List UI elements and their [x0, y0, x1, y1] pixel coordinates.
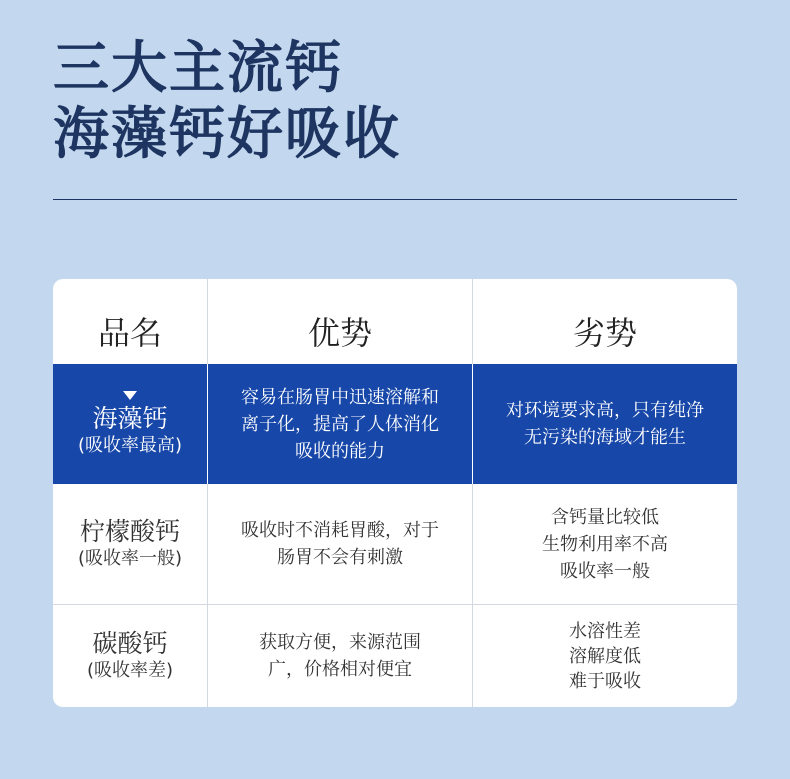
row-name-cell [53, 605, 207, 707]
header-cons: 劣势 [472, 279, 737, 364]
product-name: 柠檬酸钙 [79, 517, 180, 546]
product-name: 碳酸钙 [92, 629, 168, 658]
title-line-1: 三大主流钙 [53, 36, 343, 101]
absorption-note: (吸收率一般) [77, 548, 183, 569]
table-row-calcium-citrate [53, 484, 737, 605]
pros-text: 获取方便，来源范围 广，价格相对便宜 [259, 632, 421, 680]
cons-cell [472, 364, 737, 484]
triangle-down-icon [123, 391, 137, 400]
cons-text: 水溶性差 溶解度低 难于吸收 [569, 620, 641, 692]
absorption-note: (吸收率差) [86, 660, 174, 681]
table-row-seaweed-calcium [53, 364, 737, 484]
table-header [53, 279, 737, 364]
pros-text: 吸收时不消耗胃酸，对于 肠胃不会有刺激 [241, 520, 439, 568]
cons-text: 对环境要求高，只有纯净 无污染的海域才能生 [506, 400, 704, 448]
cons-cell [472, 605, 737, 707]
pros-cell [207, 484, 472, 604]
absorption-note: (吸收率最高) [77, 434, 183, 456]
pros-cell [207, 364, 472, 484]
row-name-cell [53, 364, 207, 484]
title-line-2: 海藻钙好吸收 [53, 102, 401, 167]
title-divider [53, 199, 737, 200]
header-name: 品名 [97, 313, 162, 352]
table-row-calcium-carbonate [53, 605, 737, 707]
page-title [53, 36, 401, 168]
cons-text: 含钙量比较低 生物利用率不高 吸收率一般 [542, 506, 668, 582]
header-pros: 优势 [207, 279, 472, 364]
cons-cell [472, 484, 737, 604]
pros-cell [207, 605, 472, 707]
comparison-table [53, 279, 737, 707]
pros-text: 容易在肠胃中迅速溶解和 离子化，提高了人体消化 吸收的能力 [241, 386, 439, 462]
product-name: 海藻钙 [92, 403, 168, 433]
row-name-cell [53, 484, 207, 604]
